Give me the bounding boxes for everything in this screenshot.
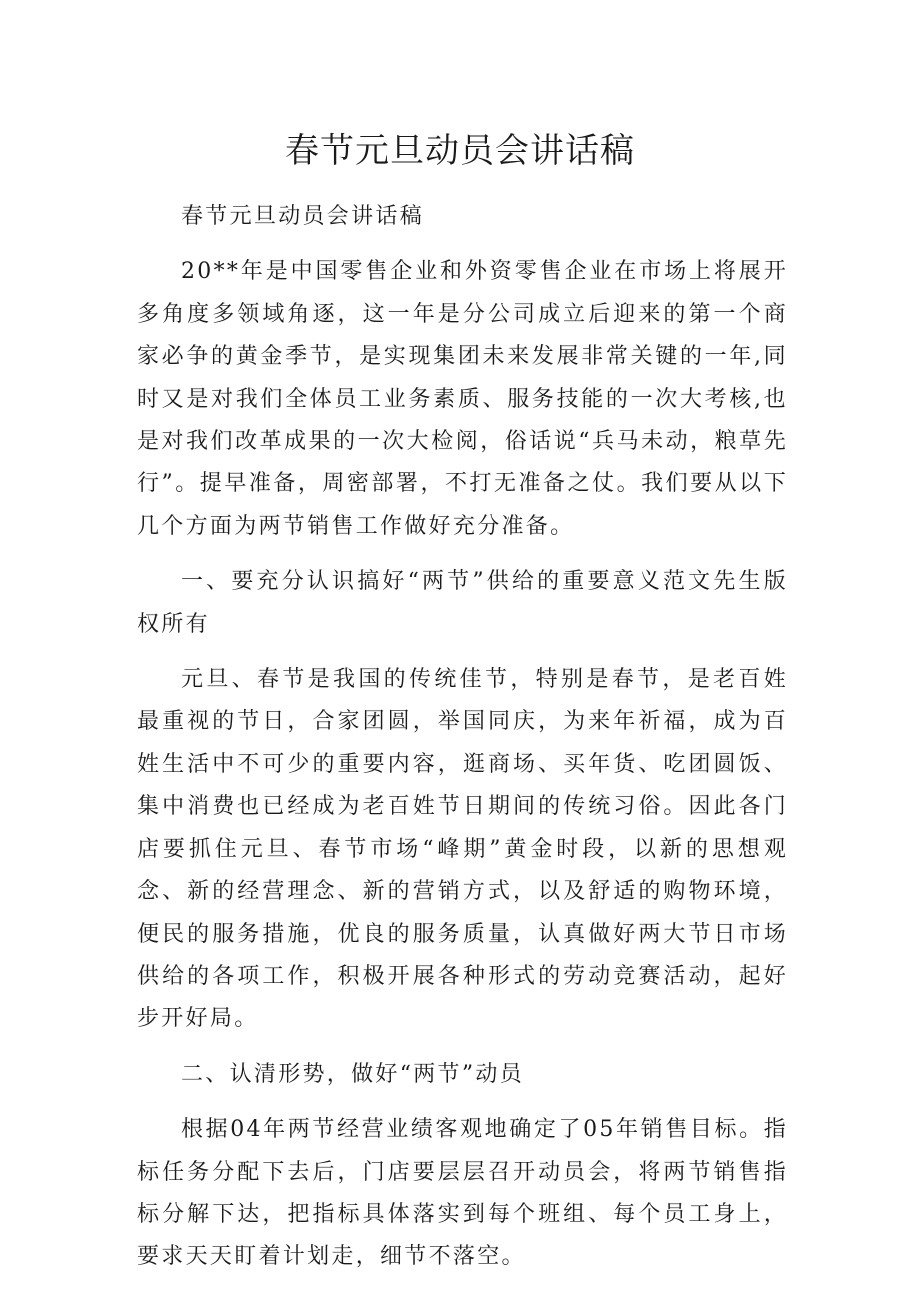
intro-paragraph: 20**年是中国零售企业和外资零售企业在市场上将展开多角度多领域角逐，这一年是分公司成立后迎来的第一个商家必争的黄金季节，是实现集团未来发展非常关键的一年,同时又是对我们全体员工业务素质、服务技能的一次大考核,也是对我们改革成果的一次大检阅，俗话说“兵马未动，粮草先行”。提早准备，周密部署，不打无准备之仗。我们要从以下几个方面为两节销售工作做好充分准备。 <box>137 259 788 539</box>
section-heading-1: 一、要充分认识搞好“两节”供给的重要意义范文先生版权所有 <box>137 569 788 637</box>
subtitle-paragraph: 春节元旦动员会讲话稿 <box>181 204 425 229</box>
section-2-paragraph: 根据04年两节经营业绩客观地确定了05年销售目标。指标任务分配下去后，门店要层层召开动员会，将两节销售指标分解下达，把指标具体落实到每个班组、每个员工身上，要求天天盯着计划走，细节不落空。 <box>137 1117 788 1270</box>
section-heading-2: 二、认清形势，做好“两节”动员 <box>181 1061 524 1087</box>
document-body <box>137 196 788 1292</box>
section-1-paragraph: 元旦、春节是我国的传统佳节，特别是春节，是老百姓最重视的节日，合家团圆，举国同庆，为来年祈福，成为百姓生活中不可少的重要内容，逛商场、买年货、吃团圆饭、集中消费也已经成为老百姓节日期间的传统习俗。因此各门店要抓住元旦、春节市场“峰期”黄金时段，以新的思想观念、新的经营理念、新的营销方式，以及舒适的购物环境，便民的服务措施，优良的服务质量，认真做好两大节日市场供给的各项工作，积极开展各种形式的劳动竞赛活动，起好步开好局。 <box>137 667 788 1032</box>
document-title: 春节元旦动员会讲话稿 <box>285 131 635 171</box>
